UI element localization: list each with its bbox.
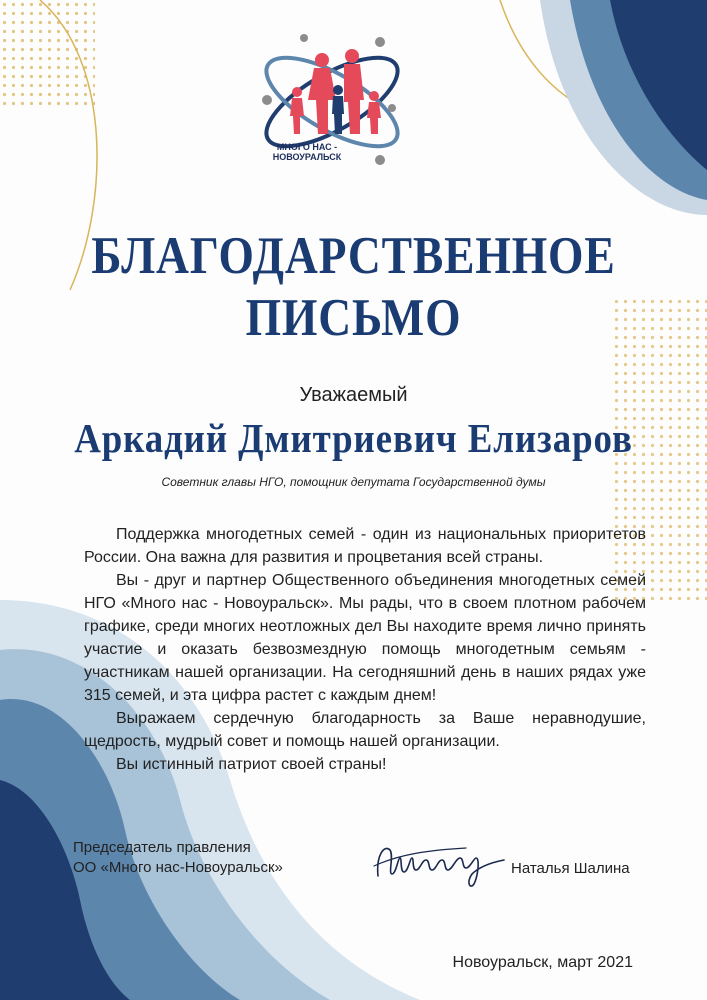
recipient-name: Аркадий Дмитриевич Елизаров xyxy=(74,415,633,461)
body-paragraph-4: Вы истинный патриот своей страны! xyxy=(116,756,387,773)
letter-body xyxy=(84,523,646,776)
body-paragraph-3: Выражаем сердечную благодарность за Ваше неравнодушие, щедрость, мудрый совет и помощь нашей организации. xyxy=(84,710,646,750)
handwritten-signature xyxy=(370,836,510,888)
gold-dots-top-left xyxy=(0,0,95,105)
place-and-date: Новоуральск, март 2021 xyxy=(452,954,633,971)
logo-caption-line1: МНОГО НАС - xyxy=(276,142,338,152)
signatory-name: Наталья Шалина xyxy=(511,860,630,877)
signatory-role-line1: Председатель правления xyxy=(73,839,251,856)
greeting: Уважаемый xyxy=(299,384,408,406)
document-title-line2: ПИСЬМО xyxy=(245,289,462,347)
document-title-line1: БЛАГОДАРСТВЕННОЕ xyxy=(91,227,616,285)
signatory-role xyxy=(73,838,283,878)
body-paragraph-2: Вы - друг и партнер Общественного объединения многодетных семей НГО «Много нас - Новоуральск». Мы рады, что в своем плотном рабочем графике, среди многих неотложных дел Вы находите время лично принять участие и оказать безвозмездную помощь многодетным семьям - участникам нашей организации. На сегодняшний день в наших рядах уже 315 семей, и эта цифра растет с каждым днем! xyxy=(84,572,646,704)
body-paragraph-1: Поддержка многодетных семей - один из национальных приоритетов России. Она важна для развития и процветания всей страны. xyxy=(84,526,646,566)
signatory-role-line2: ОО «Много нас-Новоуральск» xyxy=(73,859,283,876)
logo-caption xyxy=(262,142,352,162)
recipient-position: Советник главы НГО, помощник депутата Государственной думы xyxy=(161,475,546,489)
logo-caption-line2: НОВОУРАЛЬСК xyxy=(272,152,342,162)
